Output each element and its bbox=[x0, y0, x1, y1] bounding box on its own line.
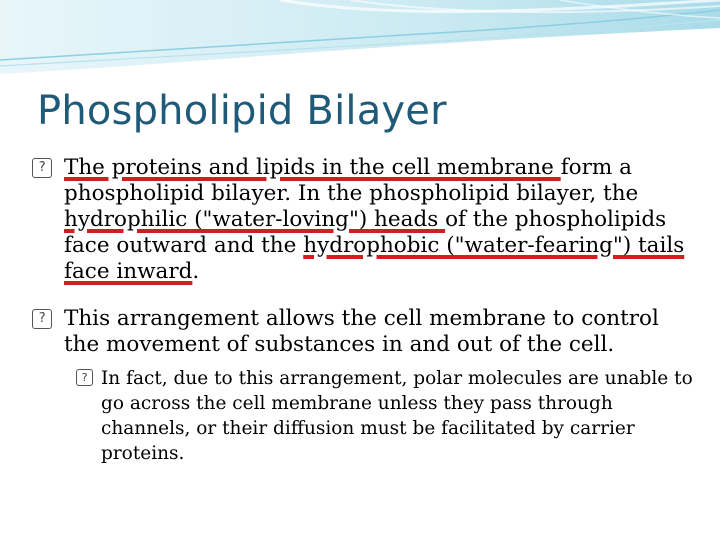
bullet-1 bbox=[32, 155, 692, 285]
sub-bullet-1 bbox=[76, 366, 696, 466]
underlined-phrase: hydrophilic ("water-loving") heads bbox=[64, 207, 446, 232]
bullet-2-text: This arrangement allows the cell membrane to control the movement of substances in and out of the cell. bbox=[64, 306, 659, 357]
plain-text: of the phospholipids face outward and the bbox=[64, 207, 667, 258]
header-wave-banner bbox=[0, 0, 720, 80]
missing-glyph-box-icon: ? bbox=[32, 309, 52, 329]
sub-bullet-1-text: In fact, due to this arrangement, polar molecules are unable to go across the cell membrane unless they pass through channels, or their diffusion must be facilitated by carrier proteins. bbox=[101, 368, 693, 464]
missing-glyph-box-icon: ? bbox=[76, 369, 93, 386]
bullet-2 bbox=[32, 306, 692, 358]
underlined-phrase: The proteins and lipids in the cell membrane bbox=[64, 155, 561, 180]
plain-text: form a phospholipid bilayer. In the phospholipid bilayer, the bbox=[64, 155, 639, 206]
missing-glyph-box-icon: ? bbox=[32, 158, 52, 178]
bullet-1-text bbox=[64, 155, 692, 285]
slide-title: Phospholipid Bilayer bbox=[37, 88, 447, 134]
plain-text: . bbox=[192, 259, 200, 284]
underlined-phrase: hydrophobic ("water-fearing") tails face inward bbox=[64, 233, 685, 284]
